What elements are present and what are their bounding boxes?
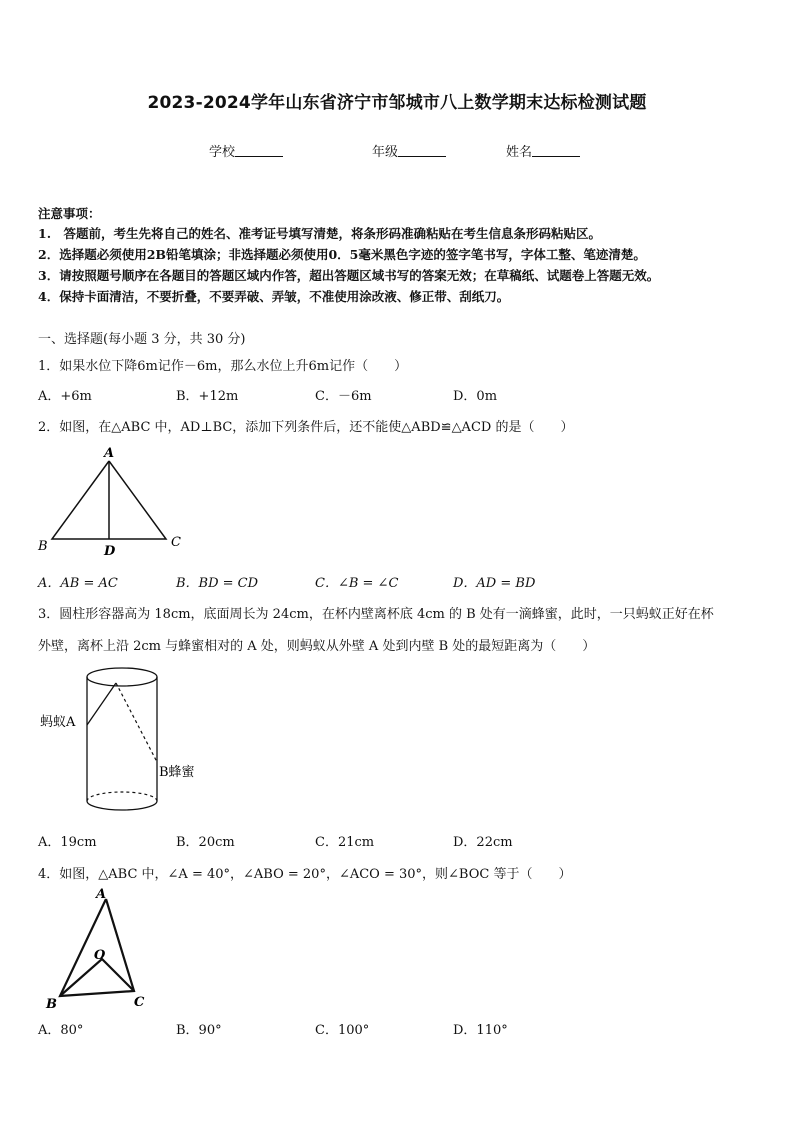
triangle-boc-figure <box>36 885 156 1013</box>
honey-label: B蜂蜜 <box>159 765 195 780</box>
ant-label: 蚂蚁A <box>40 715 76 730</box>
q2-option-a: A．AB = AC <box>38 576 118 591</box>
note-item: 2．选择题必须使用2B铅笔填涂；非选择题必须使用0．5毫米黑色字迹的签字笔书写，字体工整、笔迹清楚。 <box>38 247 646 262</box>
q3-option-a: A．19cm <box>38 835 97 850</box>
note-item: 3．请按照题号顺序在各题目的答题区域内作答，超出答题区域书写的答案无效；在草稿纸、试题卷上答题无效。 <box>38 268 660 283</box>
q3-option-d: D．22cm <box>453 835 513 850</box>
q4-option-a: A．80° <box>38 1023 84 1038</box>
note-item: 1. 答题前，考生先将自己的姓名、准考证号填写清楚，将条形码准确粘贴在考生信息条形码粘贴区。 <box>38 226 602 241</box>
q3-option-b: B．20cm <box>176 835 235 850</box>
q4-option-b: B．90° <box>176 1023 222 1038</box>
name-blank <box>532 144 580 157</box>
label-a: A <box>104 446 115 461</box>
label-c: C <box>171 535 181 550</box>
triangle-abc-figure <box>34 442 194 562</box>
school-label: 学校 <box>209 145 236 160</box>
q2-option-d: D．AD = BD <box>453 576 536 591</box>
label-b: B <box>38 539 48 554</box>
name-field <box>506 141 580 160</box>
label-b: B <box>46 997 57 1012</box>
question-3-stem-line1: 3．圆柱形容器高为 18cm，底面周长为 24cm，在杯内壁离杯底 4cm 的 B 处有一滴蜂蜜，此时，一只蚂蚁正好在杯 <box>38 607 714 622</box>
q2-option-b: B．BD = CD <box>176 576 259 591</box>
q2-option-c: C．∠B = ∠C <box>315 576 399 591</box>
question-4-stem: 4．如图，△ABC 中，∠A = 40°，∠ABO = 20°，∠ACO = 30°，则∠BOC 等于（ ） <box>38 867 572 882</box>
question-3-stem-line2: 外壁，离杯上沿 2cm 与蜂蜜相对的 A 处，则蚂蚁从外壁 A 处到内壁 B 处的最短距离为（ ） <box>38 639 596 654</box>
notes-heading: 注意事项： <box>38 206 101 221</box>
question-1-stem: 1．如果水位下降6m记作－6m，那么水位上升6m记作（ ） <box>38 359 408 374</box>
q1-option-d: D．0m <box>453 389 498 404</box>
name-label: 姓名 <box>506 145 533 160</box>
grade-blank <box>398 144 446 157</box>
question-2-stem: 2．如图，在△ABC 中，AD⊥BC，添加下列条件后，还不能使△ABD≌△ACD 的是（ ） <box>38 420 574 435</box>
label-c: C <box>134 995 145 1010</box>
section-heading: 一、选择题(每小题 3 分，共 30 分) <box>38 332 246 347</box>
q1-option-b: B．+12m <box>176 389 239 404</box>
label-d: D <box>104 544 116 559</box>
label-a: A <box>96 887 107 902</box>
note-item: 4．保持卡面清洁，不要折叠，不要弄破、弄皱，不准使用涂改液、修正带、刮纸刀。 <box>38 289 510 304</box>
grade-label: 年级 <box>372 145 399 160</box>
cylinder-figure <box>36 662 211 820</box>
q1-option-c: C．－6m <box>315 389 372 404</box>
school-blank <box>235 144 283 157</box>
label-o: O <box>94 948 106 963</box>
q3-option-c: C．21cm <box>315 835 375 850</box>
q1-option-a: A．+6m <box>38 389 92 404</box>
page-title: 2023-2024学年山东省济宁市邹城市八上数学期末达标检测试题 <box>147 93 647 113</box>
q4-option-d: D．110° <box>453 1023 508 1038</box>
grade-field <box>372 141 446 160</box>
school-field <box>209 141 283 160</box>
q4-option-c: C．100° <box>315 1023 370 1038</box>
